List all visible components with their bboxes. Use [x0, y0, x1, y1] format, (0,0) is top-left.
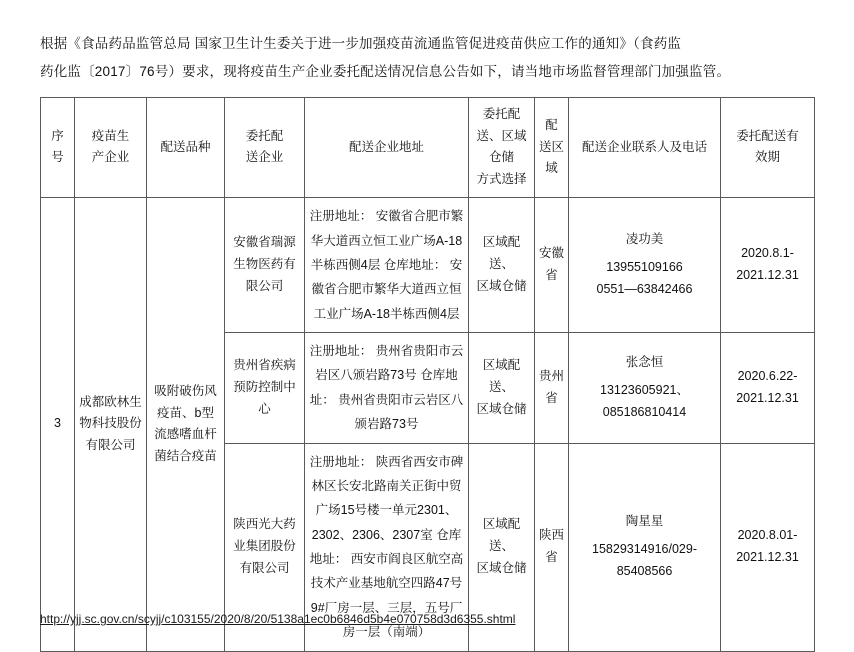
contact-phone-2: 85408566 [616, 564, 673, 578]
cell-producer: 成都欧林生物科技股份有限公司 [75, 198, 147, 651]
valid-start: 2020.8.1- [741, 246, 794, 261]
header-mode-line1: 委托配 [482, 106, 521, 121]
header-producer-line2: 产企业 [91, 150, 130, 165]
header-producer-line1: 疫苗生 [91, 128, 130, 143]
header-region-line3: 域 [545, 161, 558, 176]
cell-valid-period [721, 198, 815, 333]
header-region-line2: 送区 [539, 139, 565, 154]
vaccine-distribution-table [40, 97, 815, 652]
header-valid-line2: 效期 [754, 150, 780, 165]
table-row [41, 198, 815, 333]
header-valid-period [721, 97, 815, 198]
address-registered: 注册地址： 陕西省西安市碑林区长安北路南关正街中贸广场15号楼一单元2301、2302、2306、2307室 [309, 454, 464, 542]
cell-valid-period [721, 333, 815, 444]
valid-end: 2021.12.31 [736, 550, 799, 565]
cell-region: 安徽省 [535, 198, 569, 333]
cell-region: 贵州省 [535, 333, 569, 444]
header-valid-line1: 委托配送有 [736, 128, 799, 143]
cell-contact [569, 443, 721, 651]
cell-seq: 3 [41, 198, 75, 651]
valid-start: 2020.6.22- [737, 368, 798, 383]
mode-line-2: 区域仓储 [476, 401, 527, 416]
cell-mode [469, 333, 535, 444]
header-mode-line3: 方式选择 [476, 172, 527, 187]
cell-valid-period [721, 443, 815, 651]
contact-phone-1: 13955109166 [606, 260, 683, 275]
address-registered: 注册地址： 安徽省合肥市繁华大道西立恒工业广场A-18半栋西侧4层 [309, 209, 464, 272]
valid-start: 2020.8.01- [737, 528, 798, 543]
header-region [535, 97, 569, 198]
cell-region: 陕西省 [535, 443, 569, 651]
mode-line-1: 区域配送、 [482, 235, 521, 272]
header-seq-line2: 号 [51, 150, 64, 165]
source-url-link[interactable]: http://yjj.sc.gov.cn/scyjj/c103155/2020/8/20/5138a1ec0b6846d5b4e070758d3d6355.shtml [40, 612, 516, 626]
header-region-line1: 配 [545, 117, 558, 132]
header-mode-line2: 送、区域仓储 [476, 128, 527, 165]
mode-line-1: 区域配送、 [482, 358, 521, 394]
intro-line-1: 根据《食品药品监管总局 国家卫生计生委关于进一步加强疫苗流通监管促进疫苗供应工作的通知》（食药监 [40, 36, 682, 51]
header-address: 配送企业地址 [305, 97, 469, 198]
intro-line-2: 药化监〔2017〕76号）要求，现将疫苗生产企业委托配送情况信息公告如下，请当地市场监督管理部门加强监管。 [40, 64, 731, 80]
cell-entrusted-company: 陕西光大药业集团股份有限公司 [225, 443, 305, 651]
header-entrusted-line2: 送企业 [245, 150, 284, 165]
header-entrusted-line1: 委托配 [245, 128, 284, 143]
header-seq-line1: 序 [51, 128, 64, 143]
header-producer [75, 97, 147, 198]
contact-name: 陶星星 [625, 514, 664, 529]
cell-entrusted-company: 安徽省瑞源生物医药有限公司 [225, 198, 305, 333]
header-entrusted-company [225, 97, 305, 198]
header-product: 配送品种 [147, 97, 225, 198]
valid-end: 2021.12.31 [736, 268, 799, 283]
cell-contact [569, 333, 721, 444]
document-intro [40, 30, 814, 87]
cell-mode [469, 198, 535, 333]
cell-address [305, 333, 469, 444]
cell-contact [569, 198, 721, 333]
mode-line-2: 区域仓储 [476, 279, 527, 294]
contact-phone-2: 0551—63842466 [596, 282, 693, 297]
cell-entrusted-company: 贵州省疾病预防控制中心 [225, 333, 305, 444]
valid-end: 2021.12.31 [736, 390, 799, 405]
cell-address [305, 198, 469, 333]
contact-name: 凌功美 [625, 232, 664, 247]
address-registered: 注册地址： 贵州省贵阳市云岩区八颁岩路73号 [309, 344, 464, 383]
header-mode [469, 97, 535, 198]
mode-line-1: 区域配送、 [482, 517, 521, 554]
cell-product: 吸附破伤风疫苗、b型流感嗜血杆菌结合疫苗 [147, 198, 225, 651]
contact-phone-1: 13123605921、 [600, 382, 689, 397]
contact-phone-1: 15829314916/029- [592, 542, 697, 557]
address-warehouse: 仓库地址： 安徽省合肥市繁华大道西立恒工业广场A-18半栋西侧4层 [311, 257, 463, 321]
mode-line-2: 区域仓储 [476, 561, 527, 575]
address-warehouse: 仓库地址： 贵州省贵阳市云岩区八颁岩路73号 [309, 368, 464, 432]
header-contact: 配送企业联系人及电话 [569, 97, 721, 198]
table-header-row [41, 97, 815, 198]
contact-name: 张念恒 [625, 355, 664, 369]
header-seq [41, 97, 75, 198]
contact-phone-2: 085186810414 [602, 404, 687, 419]
address-warehouse: 仓库地址： 西安市阎良区航空高技术产业基地航空四路47号9#厂房一层、三层，五号厂房一层（南端） [309, 527, 464, 640]
